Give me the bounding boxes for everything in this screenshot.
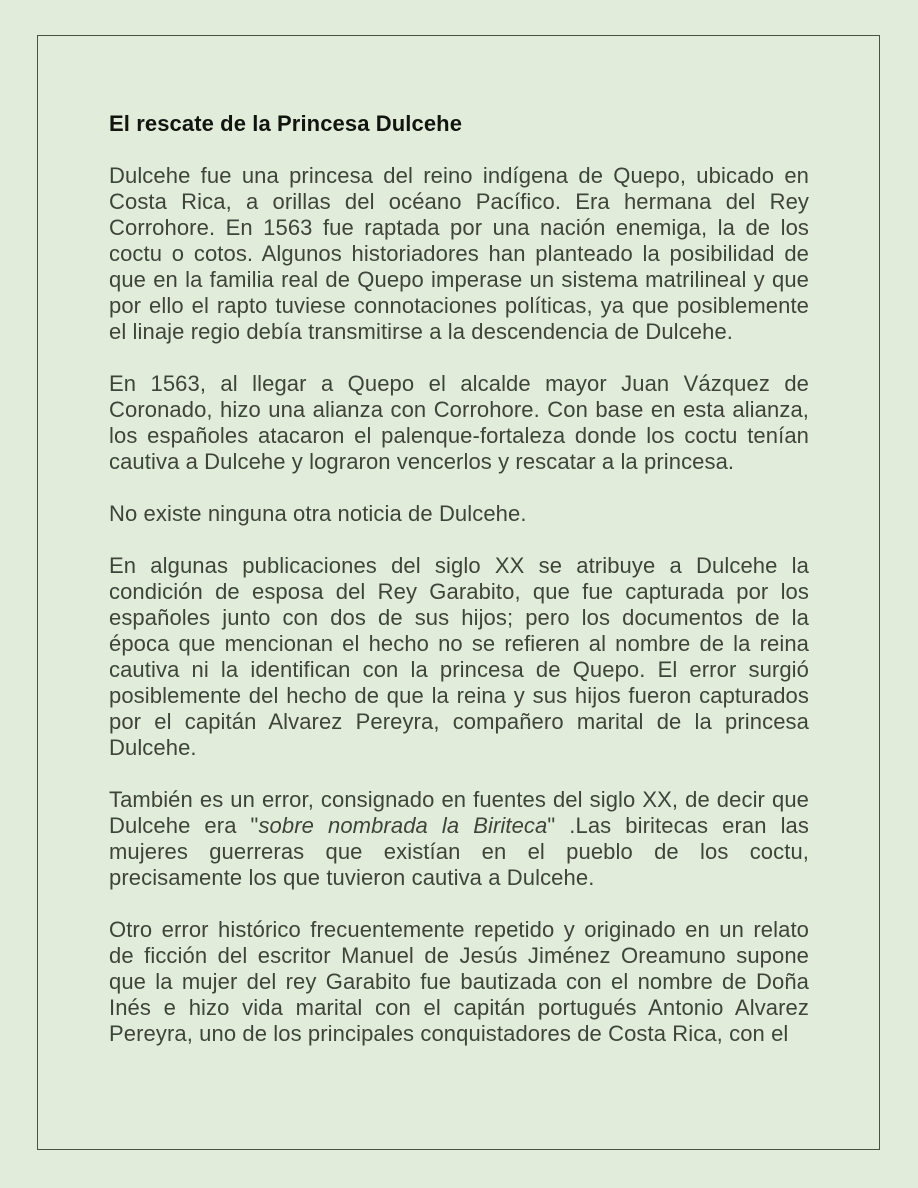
paragraph-run: No existe ninguna otra noticia de Dulcehe. [109,501,527,526]
paragraph [109,371,809,475]
paragraph [109,787,809,891]
paragraph-run: También es un error, consignado en fuentes del siglo XX, de decir que Dulcehe era " [109,787,809,838]
paragraph [109,501,809,527]
paragraph-run: Dulcehe fue una princesa del reino indígena de Quepo, ubicado en Costa Rica, a orillas del océano Pacífico. Era hermana del Rey Corrohore. En 1563 fue raptada por una nación enemiga, la de los coctu o cotos. Algunos historiadores han planteado la posibilidad de que en la familia real de Quepo imperase un sistema matrilineal y que por ello el rapto tuviese connotaciones políticas, ya que posiblemente el linaje regio debía transmitirse a la descendencia de Dulcehe. [109,163,809,344]
paragraph-run-italic: sobre nombrada la Biriteca [258,813,548,838]
article-body [109,163,809,1047]
paragraph-run: En 1563, al llegar a Quepo el alcalde mayor Juan Vázquez de Coronado, hizo una alianza con Corrohore. Con base en esta alianza, los españoles atacaron el palenque-fortaleza donde los coctu tenían cautiva a Dulcehe y lograron vencerlos y rescatar a la princesa. [109,371,809,474]
paragraph [109,917,809,1047]
page-border-frame [37,35,880,1150]
article [109,111,809,1047]
paragraph [109,163,809,345]
paragraph-run: " .Las biritecas eran las mujeres guerreras que existían en el pueblo de los coctu, precisamente los que tuvieron cautiva a Dulcehe. [109,813,809,890]
paragraph-run: Otro error histórico frecuentemente repetido y originado en un relato de ficción del escritor Manuel de Jesús Jiménez Oreamuno supone que la mujer del rey Garabito fue bautizada con el nombre de Doña Inés e hizo vida marital con el capitán portugués Antonio Alvarez Pereyra, uno de los principales conquistadores de Costa Rica, con el [109,917,809,1046]
paragraph [109,553,809,761]
article-title: El rescate de la Princesa Dulcehe [109,111,463,136]
paragraph-run: En algunas publicaciones del siglo XX se atribuye a Dulcehe la condición de esposa del Rey Garabito, que fue capturada por los españoles junto con dos de sus hijos; pero los documentos de la época que mencionan el hecho no se refieren al nombre de la reina cautiva ni la identifican con la princesa de Quepo. El error surgió posiblemente del hecho de que la reina y sus hijos fueron capturados por el capitán Alvarez Pereyra, compañero marital de la princesa Dulcehe. [109,553,809,760]
